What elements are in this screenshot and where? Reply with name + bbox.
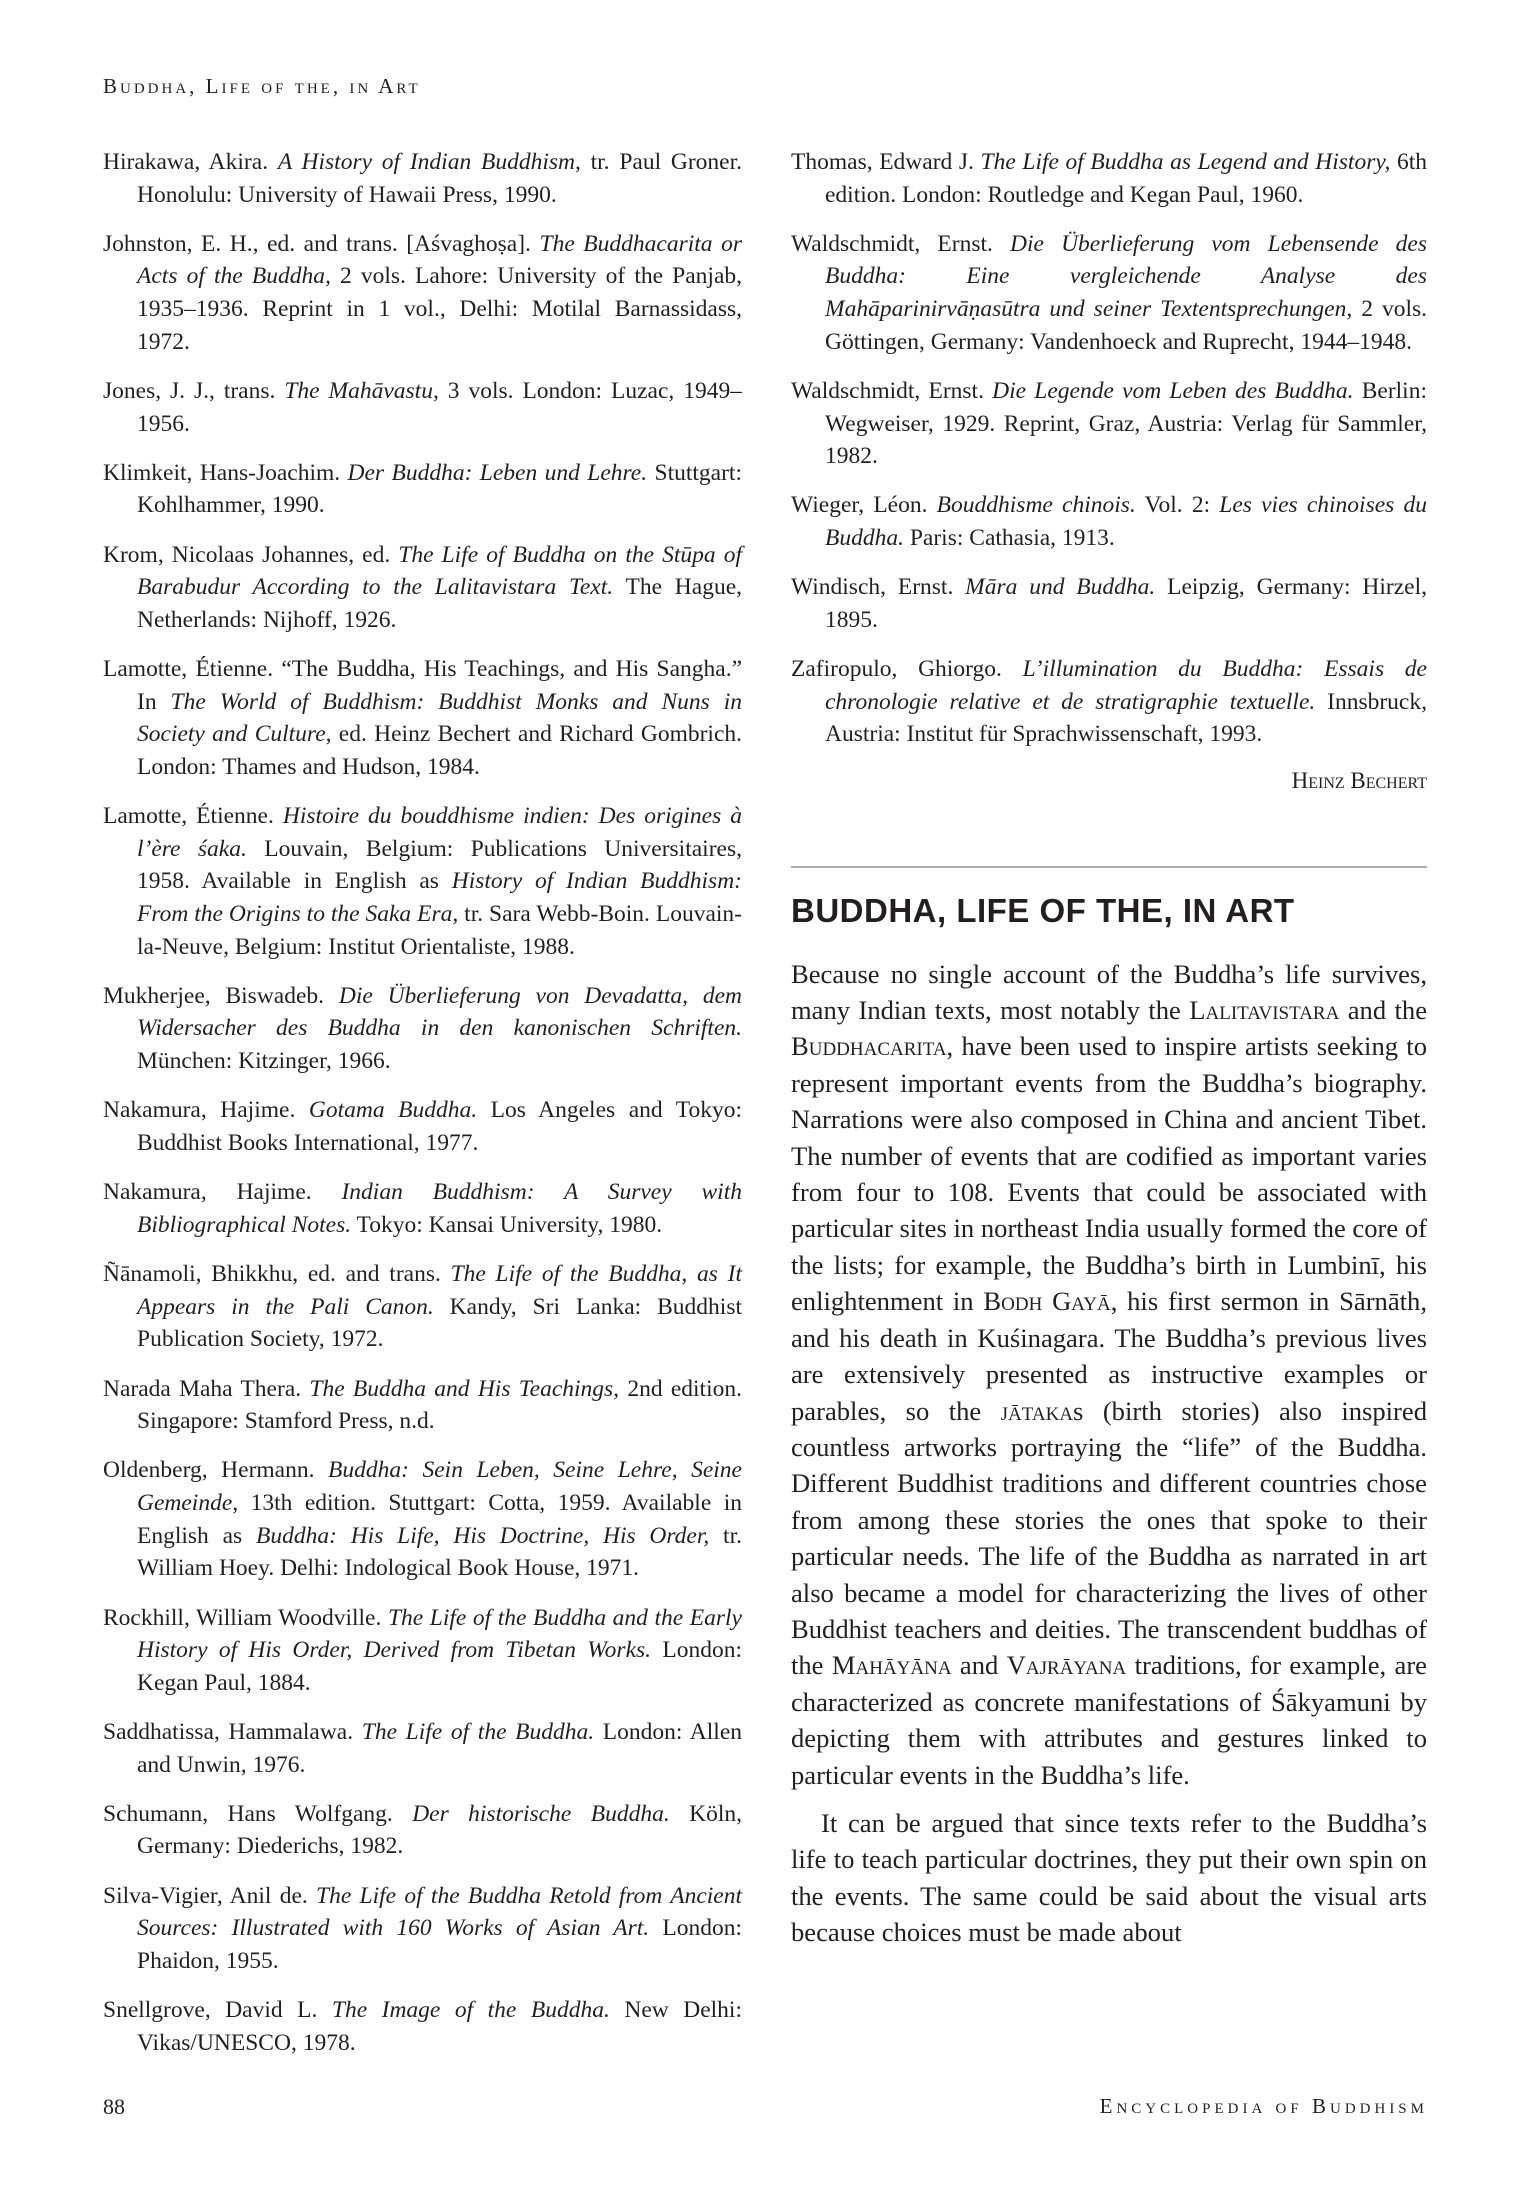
running-head: Buddha, Life of the, in Art (103, 74, 421, 98)
citation-text: 3 vols. London: Luzac, 1949–1956. (137, 377, 742, 437)
work-title: Buddha: His Life, His Doctrine, His Order, (255, 1522, 710, 1549)
work-title: Māra und Buddha. (965, 574, 1156, 601)
bibliography-entry (103, 980, 742, 1078)
work-title: Der Buddha: Leben und Lehre. (347, 459, 648, 486)
citation-text: Köln, Germany: Diederichs, 1982. (137, 1800, 742, 1860)
citation-text: Wieger, Léon. (791, 492, 937, 519)
citation-text: Saddhatissa, Hammalawa. (103, 1718, 362, 1745)
bibliography-entry (791, 228, 1427, 358)
citation-text: Mukherjee, Biswadeb. (103, 982, 339, 1009)
citation-text: 2nd edition. Singapore: Stamford Press, n.d. (137, 1375, 742, 1435)
bibliography-entry (103, 539, 742, 637)
citation-text: Hirakawa, Akira. (103, 149, 278, 175)
bibliography-entry (103, 653, 742, 783)
citation-text: Thomas, Edward J. (791, 149, 981, 175)
work-title: The Life of Buddha as Legend and History, (980, 149, 1391, 175)
citation-text: Zafiropulo, Ghiorgo. (791, 656, 1023, 683)
bibliography-entry (103, 1880, 742, 1978)
bibliography-entry (103, 1716, 742, 1781)
bibliography-entry (791, 375, 1427, 473)
work-title: Die Überlieferung von Devadatta, dem Widersacher des Buddha in den kanonischen Schriften. (137, 982, 742, 1042)
citation-text: Silva-Vigier, Anil de. (103, 1882, 317, 1909)
bibliography-right-list (791, 146, 1427, 751)
work-title: History of Indian Buddhism: From the Origins to the Saka Era, (137, 868, 742, 927)
work-title: The Life of the Buddha, as It Appears in the Pali Canon. (137, 1261, 742, 1320)
citation-text: Waldschmidt, Ernst. (791, 230, 1011, 257)
cross-reference[interactable]: Mahāyāna (831, 1650, 952, 1681)
citation-text: Snellgrove, David L. (103, 1997, 332, 2024)
bibliography-entry (103, 1602, 742, 1700)
bibliography-entry (791, 489, 1427, 554)
work-title: Indian Buddhism: A Survey with Bibliographical Notes. (137, 1179, 742, 1238)
cross-reference[interactable]: jātaka (1000, 1395, 1074, 1426)
bibliography-entry (103, 1373, 742, 1438)
work-title: Bouddhisme chinois. (936, 492, 1136, 519)
citation-text: Nakamura, Hajime. (103, 1097, 309, 1124)
citation-text: tr. William Hoey. Delhi: Indological Book House, 1971. (137, 1522, 742, 1582)
right-column (791, 146, 1427, 1951)
citation-text: Los Angeles and Tokyo: Buddhist Books International, 1977. (137, 1097, 742, 1156)
bibliography-entry (103, 146, 742, 211)
citation-text: Vol. 2: (1135, 492, 1220, 519)
bibliography-entry (103, 1798, 742, 1863)
citation-text: Tokyo: Kansai University, 1980. (351, 1211, 663, 1238)
section-divider (791, 866, 1427, 868)
citation-text: ed. Heinz Bechert and Richard Gombrich. London: Thames and Hudson, 1984. (137, 721, 743, 780)
citation-text: Innsbruck, Austria: Institut für Sprachwissenschaft, 1993. (825, 688, 1427, 748)
citation-text: Narada Maha Thera. (103, 1375, 310, 1402)
citation-text: Lamotte, Étienne. (103, 803, 283, 830)
cross-reference[interactable]: Buddhacarita (791, 1031, 947, 1062)
bibliography-entry (103, 457, 742, 522)
bibliography-entry (103, 1454, 742, 1584)
citation-text: The Hague, Netherlands: Nijhoff, 1926. (137, 574, 742, 633)
cross-reference[interactable]: Vajrāyana (1006, 1650, 1127, 1681)
work-title: The Life of Buddha on the Stūpa of Barabudur According to the Lalitavistara Text. (137, 541, 743, 601)
bibliography-entry (103, 1176, 742, 1241)
bibliography-entry (103, 800, 742, 963)
work-title: L’illumination du Buddha: Essais de chronologie relative et de stratigraphie textuelle. (825, 656, 1427, 715)
citation-text: London: Allen and Unwin, 1976. (137, 1718, 743, 1778)
work-title: Les vies chinoises du Buddha. (825, 492, 1427, 551)
citation-text: Leipzig, Germany: Hirzel, 1895. (825, 574, 1427, 633)
work-title: Die Legende vom Leben des Buddha. (992, 377, 1354, 404)
citation-text: Jones, J. J., trans. (103, 377, 285, 404)
bibliography-entry (791, 571, 1427, 636)
citation-text: Schumann, Hans Wolfgang. (103, 1800, 413, 1827)
work-title: The Buddhacarita or Acts of the Buddha, (137, 230, 742, 290)
work-title: The Life of the Buddha and the Early History of His Order, Derived from Tibetan Works. (137, 1604, 742, 1664)
work-title: The World of Buddhism: Buddhist Monks and Nuns in Society and Culture, (137, 688, 742, 748)
citation-text: Rockhill, William Woodville. (103, 1604, 388, 1631)
citation-text: Paris: Cathasia, 1913. (903, 525, 1115, 551)
citation-text: Kandy, Sri Lanka: Buddhist Publication Society, 1972. (137, 1293, 743, 1353)
citation-text: Krom, Nicolaas Johannes, ed. (103, 541, 399, 568)
bibliography-entry (103, 1258, 742, 1356)
work-title: Histoire du bouddhisme indien: Des origines à l’ère śaka. (137, 803, 743, 862)
work-title: The Life of the Buddha Retold from Ancient Sources: Illustrated with 160 Works of Asian Art. (137, 1882, 742, 1942)
citation-text: Waldschmidt, Ernst. (791, 377, 993, 404)
citation-text: Klimkeit, Hans-Joachim. (103, 459, 348, 486)
bibliography-entry (103, 228, 742, 358)
citation-text: Stuttgart: Kohlhammer, 1990. (137, 459, 742, 519)
body-paragraph-2: It can be argued that since texts refer to the Buddha’s life to teach particular doctrines, they put their own spin on the events. The same could be said about the visual arts because choices must be made about (791, 1807, 1427, 1948)
bibliography-entry (103, 375, 742, 440)
citation-text: tr. Paul Groner. Honolulu: University of Hawaii Press, 1990. (137, 149, 742, 208)
footer-title: Encyclopedia of Buddhism (1099, 2094, 1428, 2118)
citation-text: Berlin: Wegweiser, 1929. Reprint, Graz, Austria: Verlag für Sammler, 1982. (825, 377, 1427, 470)
section-title: BUDDHA, LIFE OF THE, IN ART (791, 891, 1295, 929)
citation-text: Nakamura, Hajime. (103, 1179, 342, 1206)
author-signature: Heinz Bechert (1291, 767, 1427, 793)
work-title: The Life of the Buddha. (361, 1718, 595, 1745)
work-title: Der historische Buddha. (412, 1800, 670, 1827)
body-paragraph-1: Because no single account of the Buddha’s life survives, many Indian texts, most notably the Lalitavistara and the Buddhacarita, have been used to inspire artists seeking to represent important events from the Buddha’s biography. Narrations were also composed in China and ancient Tibet. The number of events that are codified as important varies from four to 108. Events that could be associated with particular sites in northeast India usually formed the core of the lists; for example, the Buddha’s birth in Lumbinī, his enlightenment in Bodh Gayā, his first sermon in Sārnāth, and his death in Kuśinagara. The Buddha’s previous lives are extensively presented as instructive examples or parables, so the jātakas (birth stories) also inspired countless artworks portraying the “life” of the Buddha. Different Buddhist traditions and different countries chose from among these stories the ones that spoke to their particular needs. The life of the Buddha as narrated in art also became a model for characterizing the lives of other Buddhist teachers and deities. The transcendent buddhas of the Mahāyāna and Vajrāyana traditions, for example, are characterized as concrete manifestations of Śākyamuni by depicting them with attributes and gestures linked to particular events in the Buddha’s life. (791, 958, 1428, 1790)
citation-text: Windisch, Ernst. (791, 574, 966, 601)
bibliography-entry (103, 1094, 742, 1159)
citation-text: 6th edition. London: Routledge and Kegan Paul, 1960. (825, 149, 1427, 208)
work-title: The Buddha and His Teachings, (309, 1375, 620, 1402)
work-title: The Mahāvastu, (284, 377, 439, 404)
bibliography-left-column (103, 146, 742, 2076)
citation-text: London: Kegan Paul, 1884. (137, 1637, 743, 1696)
cross-reference[interactable]: Lalitavistara (1189, 995, 1340, 1026)
work-title: Gotama Buddha. (308, 1097, 478, 1124)
citation-text: 2 vols. Lahore: University of the Panjab, 1935–1936. Reprint in 1 vol., Delhi: Motilal Barnassidass, 1972. (137, 263, 742, 355)
page-number: 88 (103, 2094, 125, 2119)
bibliography-entry (791, 146, 1427, 211)
citation-text: Louvain, Belgium: Publications Universitaires, 1958. Available in English as (137, 835, 742, 895)
bibliography-entry (791, 653, 1427, 751)
citation-text: Oldenberg, Hermann. (103, 1457, 329, 1484)
citation-text: Ñānamoli, Bhikkhu, ed. and trans. (103, 1261, 451, 1288)
cross-reference[interactable]: Bodh Gayā (983, 1286, 1111, 1317)
citation-text: London: Phaidon, 1955. (137, 1915, 742, 1974)
citation-text: 13th edition. Stuttgart: Cotta, 1959. Available in English as (137, 1490, 742, 1549)
citation-text: Johnston, E. H., ed. and trans. [Aśvaghoṣa]. (103, 230, 540, 257)
bibliography-entry (103, 1994, 742, 2059)
citation-text: Lamotte, Étienne. “The Buddha, His Teachings, and His Sangha.” In (103, 656, 742, 715)
work-title: A History of Indian Buddhism, (277, 149, 581, 175)
work-title: Buddha: Sein Leben, Seine Lehre, Seine Gemeinde, (137, 1457, 742, 1517)
citation-text: tr. Sara Webb-Boin. Louvain-la-Neuve, Belgium: Institut Orientaliste, 1988. (137, 901, 743, 960)
citation-text: New Delhi: Vikas/UNESCO, 1978. (137, 1997, 742, 2056)
work-title: The Image of the Buddha. (331, 1997, 610, 2024)
citation-text: 2 vols. Göttingen, Germany: Vandenhoeck and Ruprecht, 1944–1948. (825, 296, 1427, 355)
work-title: Die Überlieferung vom Lebensende des Buddha: Eine vergleichende Analyse des Mahāparinirvāṇasūtra und seiner Textentsprechungen, (825, 230, 1428, 323)
citation-text: München: Kitzinger, 1966. (137, 1048, 391, 1075)
